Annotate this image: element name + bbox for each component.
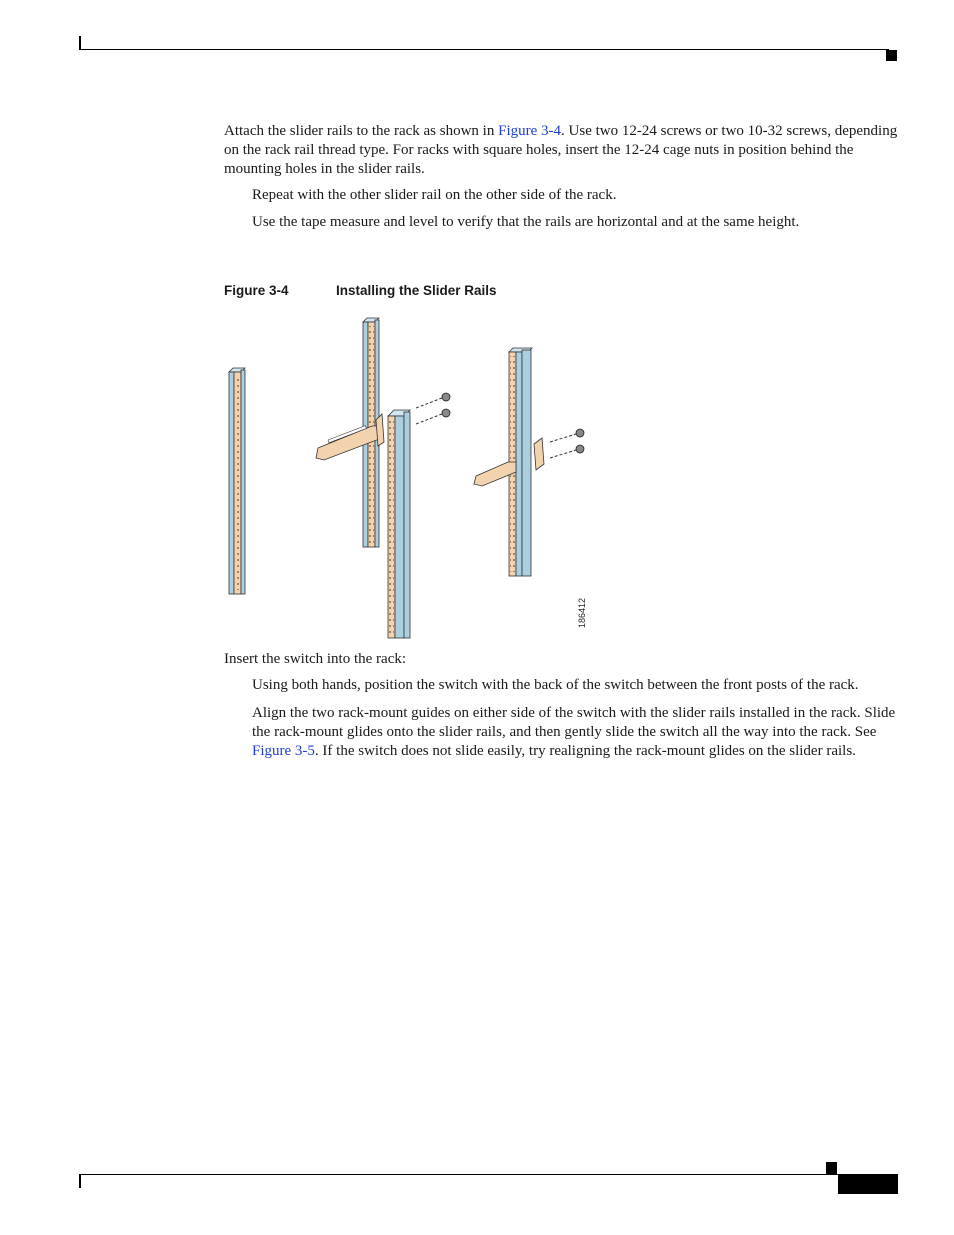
footer-left-tick xyxy=(79,1174,81,1188)
intro-text: Attach the slider rails to the rack as shown in xyxy=(224,123,499,139)
screws-right xyxy=(550,429,584,458)
figure-3-4-link[interactable]: Figure 3-4 xyxy=(498,123,562,139)
step-verify-level: Use the tape measure and level to verify that the rails are horizontal and at the same height. xyxy=(252,214,800,230)
header-rule xyxy=(79,49,889,50)
footer-page-tab xyxy=(838,1174,898,1194)
figure-caption xyxy=(224,283,497,298)
slider-rails-illustration xyxy=(220,312,600,642)
step-align-guides xyxy=(252,704,897,761)
screws-middle xyxy=(416,393,450,424)
intro-paragraph xyxy=(224,122,900,179)
step-position-switch: Using both hands, position the switch with the back of the switch between the front posts of the rack. xyxy=(252,677,859,693)
intro-text-cont: . Use two 12-24 screws or two 10-32 screws, depending on the rack rail thread type. For racks with square holes, insert the 12-24 cage nuts in position behind the mounting holes in the slider rails. xyxy=(224,123,898,177)
rack-rail-middle-front xyxy=(388,410,410,638)
footer-rule xyxy=(79,1174,839,1175)
header-left-tick xyxy=(79,36,81,50)
header-corner-block xyxy=(886,50,897,61)
footer-small-block xyxy=(826,1162,837,1174)
rack-rail-left xyxy=(229,368,245,594)
align-text-cont: . If the switch does not slide easily, try realigning the rack-mount glides on the slider rails. xyxy=(314,743,856,759)
insert-intro: Insert the switch into the rack: xyxy=(224,651,407,667)
align-text: Align the two rack-mount guides on either side of the switch with the slider rails installed in the rack. Slide the rack-mount glides onto the slider rails, and then gently slide the switch all the way into the rack. See xyxy=(252,705,896,740)
figure-number: Figure 3-4 xyxy=(224,283,289,298)
figure-3-5-link[interactable]: Figure 3-5 xyxy=(252,743,315,759)
figure-title: Installing the Slider Rails xyxy=(336,283,497,298)
figure-art-id: 186412 xyxy=(577,597,587,628)
step-repeat-rail: Repeat with the other slider rail on the other side of the rack. xyxy=(252,187,617,203)
